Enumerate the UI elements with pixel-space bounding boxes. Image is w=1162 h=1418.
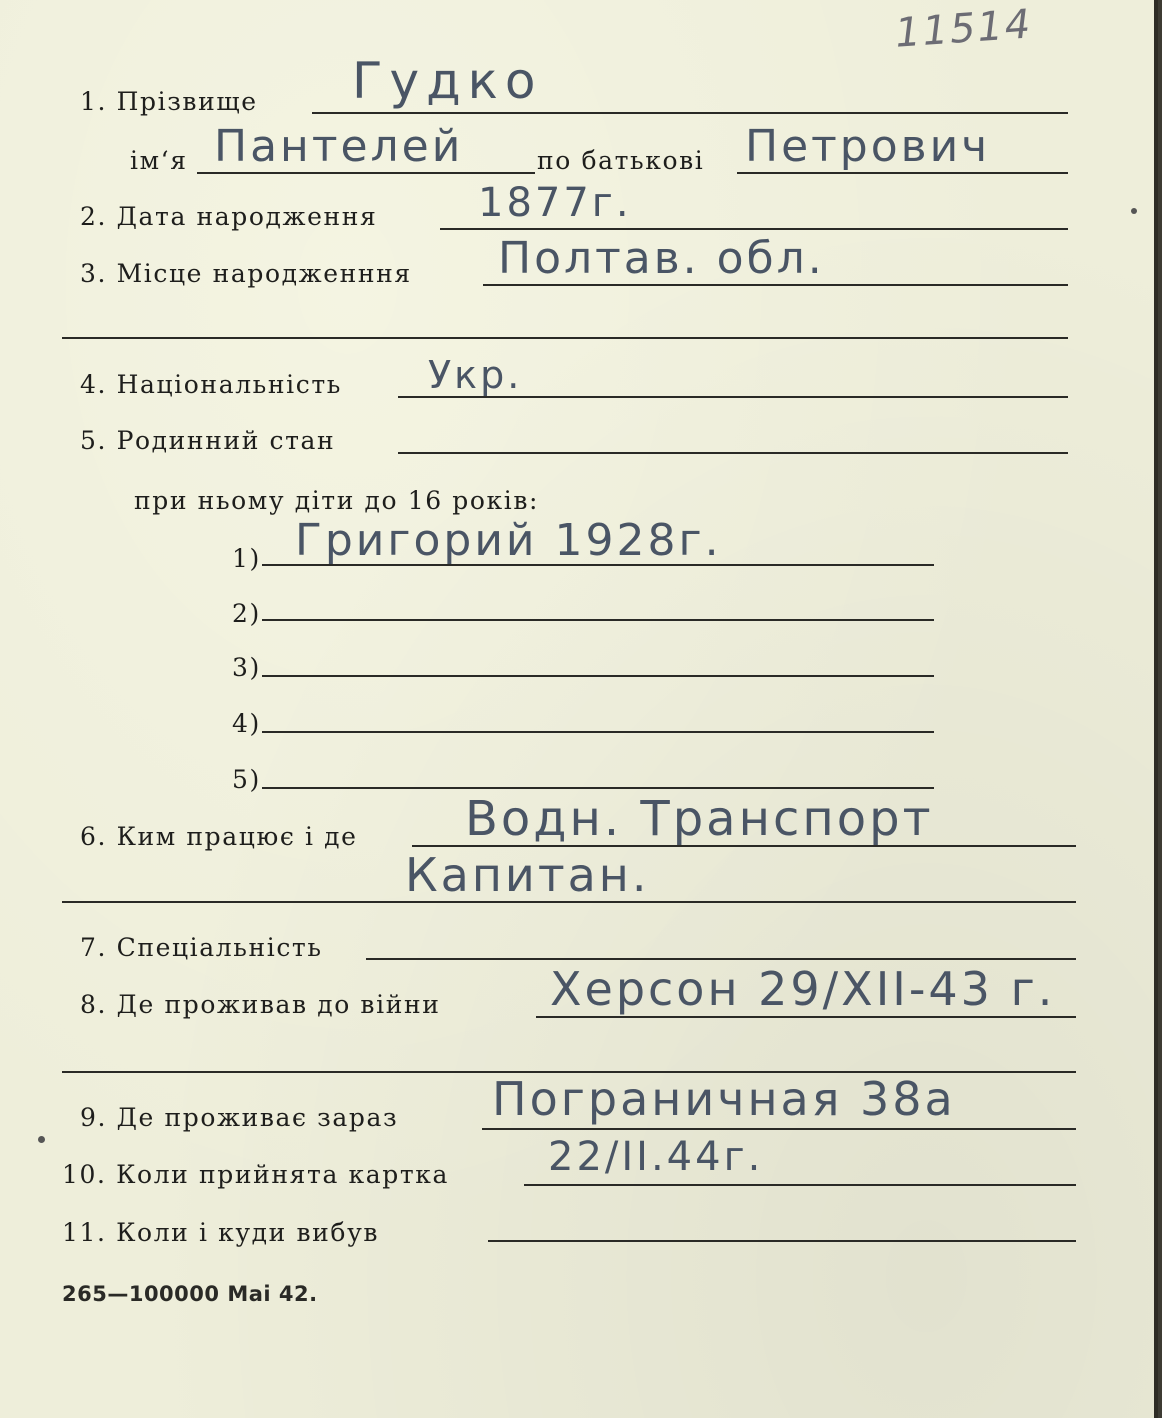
archive-number: 11514 <box>893 1 1034 57</box>
left-line <box>488 1240 1076 1242</box>
card-edge <box>1154 0 1158 1418</box>
surname-value: Гудко <box>352 52 543 110</box>
work-value-2: Капитан. <box>405 848 650 902</box>
specialty-line <box>366 958 1076 960</box>
ink-speck <box>1131 208 1137 214</box>
birth-place-line <box>483 284 1068 286</box>
name-value: Пантелей <box>214 121 464 172</box>
accepted-value: 22/II.44г. <box>548 1134 764 1180</box>
birth-place-line-2 <box>62 337 1068 339</box>
surname-label: 1. Прізвище <box>80 87 258 116</box>
children-label: при ньому діти до 16 років: <box>134 486 540 515</box>
birth-place-label: 3. Місце народженння <box>80 259 412 288</box>
ink-speck <box>38 1136 45 1143</box>
child-line <box>262 619 934 621</box>
prewar-line <box>536 1016 1076 1018</box>
child-line <box>262 731 934 733</box>
name-line <box>197 172 535 174</box>
patronymic-label: по батькові <box>537 146 705 175</box>
nationality-label: 4. Національність <box>80 370 342 399</box>
specialty-label: 7. Спеціальність <box>80 933 323 962</box>
birth-date-line <box>440 228 1068 230</box>
marital-label: 5. Родинний стан <box>80 426 336 455</box>
work-label: 6. Ким працює і де <box>80 822 358 851</box>
nationality-value: Укр. <box>428 353 523 397</box>
child-number: 5) <box>232 765 261 794</box>
child-line <box>262 675 934 677</box>
current-line <box>482 1128 1076 1130</box>
child-number: 3) <box>232 653 261 682</box>
child-number: 2) <box>232 599 261 628</box>
name-label: ім‘я <box>130 146 188 175</box>
current-value: Пограничная 38а <box>492 1072 956 1126</box>
child-line <box>262 787 934 789</box>
accepted-line <box>524 1184 1076 1186</box>
current-label: 9. Де проживає зараз <box>80 1103 399 1132</box>
prewar-value: Херсон 29/XII-43 г. <box>550 962 1056 1016</box>
left-label: 11. Коли і куди вибув <box>62 1218 380 1247</box>
patronymic-line <box>737 172 1068 174</box>
child-value: Григорий 1928г. <box>295 515 722 566</box>
prewar-label: 8. Де проживав до війни <box>80 990 441 1019</box>
accepted-label: 10. Коли прийнята картка <box>62 1160 449 1189</box>
birth-date-value: 1877г. <box>478 180 632 226</box>
surname-line <box>312 112 1068 114</box>
child-number: 1) <box>232 544 261 573</box>
print-footer: 265—100000 Mai 42. <box>62 1282 318 1306</box>
birth-place-value: Полтав. обл. <box>498 233 825 284</box>
work-value: Водн. Транспорт <box>465 791 934 847</box>
child-number: 4) <box>232 709 261 738</box>
patronymic-value: Петрович <box>745 121 991 172</box>
birth-date-label: 2. Дата народження <box>80 202 378 231</box>
marital-line <box>398 452 1068 454</box>
